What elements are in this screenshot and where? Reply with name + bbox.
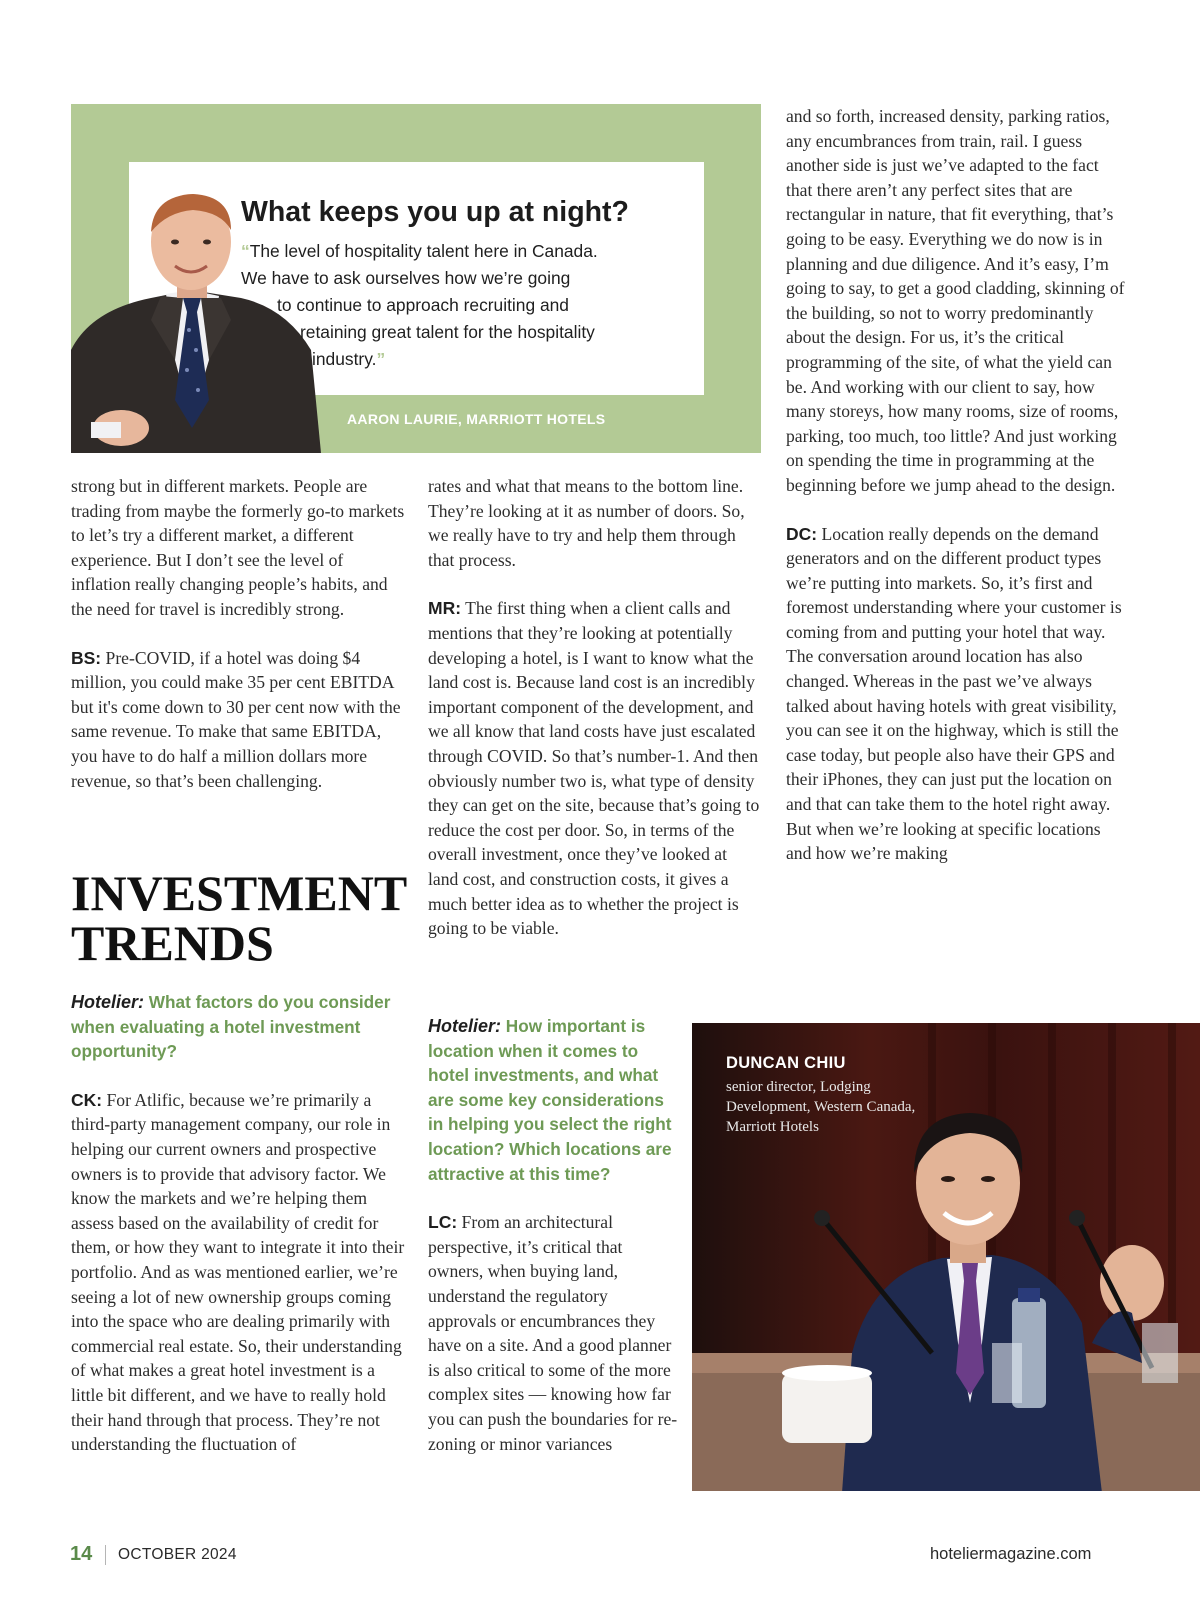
speaker-mr: MR: (428, 598, 462, 619)
speaker-lc: LC: (428, 1212, 458, 1233)
open-quote-mark: “ (241, 241, 250, 261)
col3-paragraph-2: DC: Location really depends on the demand generators and on the different product types we’re putting into markets. So, it’s first and foremost understanding where your customer is coming from and putting your hotel that way. The conversation around location has also changed. Whereas in the past we’ve always talked about having hotels with great visibility, you can see it on the highway, which is still the case today, but people also have their GPS and their iPhones, they can just put the location on and that can take them to the hotel right away. But when we’re looking at specific locations and how we’re making (786, 523, 1122, 864)
col1-paragraph-3: CK: For Atlific, because we’re primarily a third-party management company, our role in helping our current owners and prospective owners is to provide that advisory factor. We know the markets and we’re helping them assess based on the availability of credit for them, or how they want to integrate it into their portfolio. And as was mentioned earlier, we’re seeing a lot of new ownership groups coming into the space who are dealing primarily with commercial real estate. So, their understanding of what makes a great hotel investment is a little bit different, and we have to really hold their hand through that process. They’re not understanding the fluctuation of (71, 1089, 405, 1455)
photo-caption-role: senior director, Lodging Development, Western Canada, Marriott Hotels (726, 1079, 916, 1135)
footer-divider (105, 1545, 106, 1565)
speaker-dc: DC: (786, 523, 818, 544)
column-2-bottom (428, 1014, 678, 1480)
issue-date: OCTOBER 2024 (118, 1546, 237, 1563)
quote-line-4: retaining great talent for the hospitality (300, 322, 595, 342)
column-1-bottom (71, 990, 407, 1481)
page-number: 14 (70, 1543, 93, 1565)
col2-paragraph-1: rates and what that means to the bottom line. They’re looking at it as number of doors. So, we really have to try and help them through that process. (428, 476, 745, 570)
col2-question: Hotelier: How important is location when it comes to hotel investments, and what are some key considerations in helping you select the right location? Which locations are attractive at this time? (428, 1016, 672, 1184)
column-1-top (71, 474, 407, 817)
column-2-top (428, 474, 760, 965)
quote-line-3: to continue to approach recruiting and (277, 295, 569, 315)
speaker-ck: CK: (71, 1089, 103, 1110)
speaker-bs: BS: (71, 647, 102, 668)
section-heading: INVESTMENT TRENDS (71, 865, 407, 971)
hotelier-label: Hotelier: (71, 992, 145, 1012)
quote-title: What keeps you up at night? (241, 196, 629, 228)
photo-caption-name: DUNCAN CHIU (726, 1054, 846, 1072)
portrait-aaron-laurie (71, 190, 321, 453)
col3-paragraph-1: and so forth, increased density, parking ratios, any encumbrances from train, rail. I guess another side is just we’ve adapted to the fact that there aren’t any perfect sites that are rectangular in nature, that fit everything, that’s going to be easy. Everything we do now is in planning and due diligence. And it’s easy, I’m going to say, to get a good cladding, skinning of the building, so not to worry predominantly about the design. For us, it’s the critical programming of the site, of what the yield can be. And working with our client to say, how many storeys, how many rooms, size of rooms, parking, too much, too little? And just working on spending the time in programming at the beginning before we jump ahead to the design. (786, 106, 1125, 495)
col2-paragraph-3: LC: From an architectural perspective, it’s critical that owners, when buying land, understand the regulatory approvals or encumbrances they have on a site. And a good planner is also critical to some of the more complex sites — knowing how far you can push the boundaries for re-zoning or minor variances (428, 1212, 678, 1454)
hotelier-label: Hotelier: (428, 1016, 502, 1036)
close-quote-mark: ” (376, 349, 386, 369)
quote-line-1: “The level of hospitality talent here in Canada. (241, 241, 598, 261)
col2-paragraph-2: MR: The first thing when a client calls and mentions that they’re looking at potentially developing a hotel, is I want to know what the land cost is. Because land cost is an incredibly important component of the development, and we all know that land costs have just escalated through COVID. So that’s number-1. And then obviously number two is, what type of density they can get on the site, because that’s going to reduce the cost per door. So, in terms of the overall investment, once they’ve looked at land cost, and construction costs, it gives a much better idea as to whether the project is going to be viable. (428, 598, 760, 939)
column-3 (786, 104, 1126, 890)
col1-paragraph-2: BS: Pre-COVID, if a hotel was doing $4 million, you could make 35 per cent EBITDA but it's come down to 30 per cent now with the same revenue. To make that same EBITDA, you have to do half a million dollars more revenue, so that’s been challenging. (71, 647, 401, 791)
col1-question: Hotelier: What factors do you consider when evaluating a hotel investment opportunity? (71, 992, 391, 1062)
col1-paragraph-1: strong but in different markets. People are trading from maybe the formerly go-to markets to let’s try a different market, a different experience. But I don’t see the level of inflation really changing people’s habits, and the need for travel is incredibly strong. (71, 476, 405, 619)
website-link[interactable]: hoteliermagazine.com (930, 1545, 1092, 1563)
quote-line-5: industry.” (312, 349, 386, 369)
quote-attribution: AARON LAURIE, MARRIOTT HOTELS (347, 411, 606, 427)
quote-line-2: We have to ask ourselves how we’re going (241, 268, 571, 288)
